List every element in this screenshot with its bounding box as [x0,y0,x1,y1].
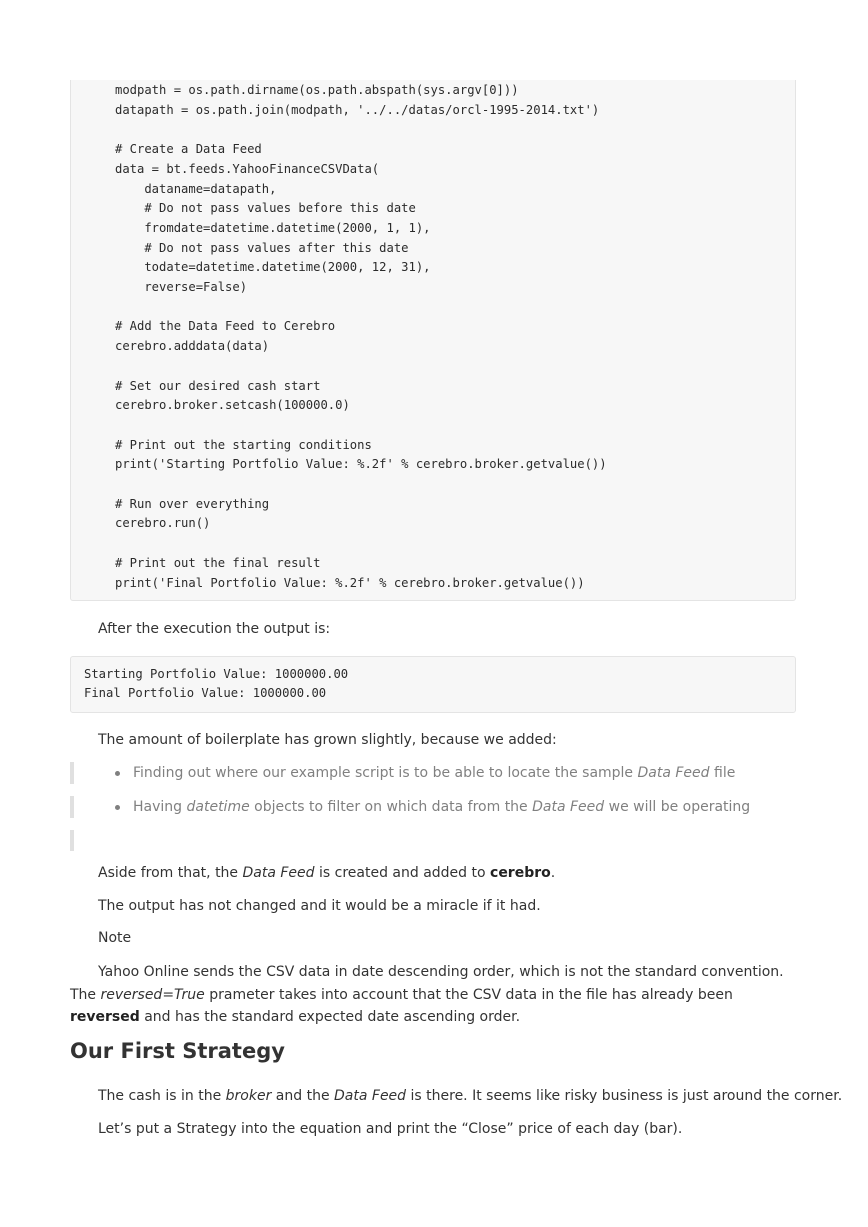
lets-put-text: Let’s put a Strategy into the equation and print the “Close” price of each day (bar). [98,1121,683,1137]
boilerplate-text: The amount of boilerplate has grown slightly, because we added: [98,732,557,748]
list-item: Having datetime objects to filter on which data from the Data Feed we will be operating [133,799,751,815]
cash-text: The cash is in the broker and the Data Feed is there. It seems like risky business is just around the corner. [98,1088,843,1104]
section-heading: Our First Strategy [70,1039,285,1063]
blockquote-bar [70,830,74,851]
code-block-output: Starting Portfolio Value: 1000000.00 Final Portfolio Value: 1000000.00 [70,656,796,713]
blockquote-bar [70,762,74,784]
blockquote-bar [70,796,74,818]
code-block-main: modpath = os.path.dirname(os.path.abspath(sys.argv[0])) datapath = os.path.join(modpath, '../../datas/orcl-1995-2014.txt') # Create a Data Feed data = bt.feeds.YahooFinanceCSVData( dataname=datapath, # Do not pass values before this date fromdate=datetime.datetime(2000, 1, 1), # Do not pass values after this date todate=datetime.datetime(2000, 12, 31), reverse=False) # Add the Data Feed to Cerebro cerebro.adddata(data) # Set our desired cash start cerebro.broker.setcash(100000.0) # Print out the starting conditions print('Starting Portfolio Value: %.2f' % cerebro.broker.getvalue()) # Run over everything cerebro.run() # Print out the final result print('Final Portfolio Value: %.2f' % cerebro.broker.getvalue()) [70,80,796,601]
after-execution-text: After the execution the output is: [98,621,331,637]
note-label: Note [98,930,132,946]
yahoo-note-text: Yahoo Online sends the CSV data in date descending order, which is not the standard convention. The reversed=True prameter takes into account that the CSV data in the file has already been reversed and has the standard expected date ascending order. [70,964,784,1025]
unchanged-text: The output has not changed and it would be a miracle if it had. [98,898,541,914]
list-item: Finding out where our example script is to be able to locate the sample Data Feed file [133,765,736,781]
aside-text: Aside from that, the Data Feed is created and added to cerebro. [98,865,556,881]
